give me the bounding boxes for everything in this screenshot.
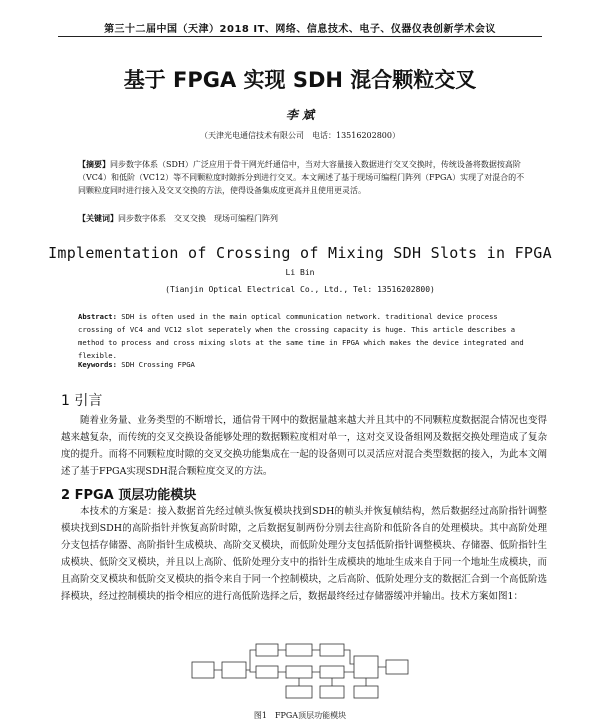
fig-box-frame — [192, 662, 214, 678]
header-divider — [58, 36, 542, 37]
fig-box-lcross — [320, 686, 344, 698]
keywords-cn-label: 【关键词】 — [78, 213, 118, 223]
abstract-cn-label: 【摘要】 — [78, 159, 110, 169]
keywords-en-label: Keywords: — [78, 360, 117, 369]
fig-box-mem-hi — [256, 644, 278, 656]
fig-box-ctrl — [354, 686, 378, 698]
section2-heading: 2 FPGA 顶层功能模块 — [61, 488, 197, 503]
english-author: Li Bin — [285, 268, 315, 277]
author: 李 斌 — [285, 108, 315, 122]
section2-body: 本技术的方案是：接入数据首先经过帧头恢复模块找到SDH的帧头并恢复帧结构，然后数据经过高阶指针调整模块找到SDH的高阶指针并恢复高阶时隙，之后数据复制两份分别去往高阶和低阶各自的处理模块。其中高阶处理分支包括存储器、高阶指针生成模块、高阶交叉模块，而低阶处理分支包括低阶指针调整模块、存储器、低阶指针生成模块、低阶交叉模块，并且以上高阶、低阶处理分支中的指针生成模块的地址生成来自于同一个地址生成模块，而且高阶交叉模块和低阶交叉模块的指令来自于同一个控制模块，之后高阶、低阶处理分支的数据汇合到一个高低阶选择模块，经过控制模块的指令相应的进行高低阶选择之后，数据最终经过存储器缓冲并输出。技术方案如图1： — [61, 506, 547, 602]
keywords-en-text: SDH Crossing FPGA — [121, 360, 195, 369]
fig-box-hgen — [286, 644, 312, 656]
english-title: Implementation of Crossing of Mixing SDH Slots in FPGA — [48, 244, 552, 262]
paper-title: 基于 FPGA 实现 SDH 混合颗粒交叉 — [123, 68, 477, 92]
abstract-en — [78, 310, 534, 362]
abstract-cn — [78, 158, 530, 197]
section1-heading: 1 引言 — [61, 393, 103, 409]
abstract-en-label: Abstract: — [78, 312, 117, 321]
fig-box-select — [354, 656, 378, 678]
section1-body: 随着业务量、业务类型的不断增长，通信骨干网中的数据量越来越大并且其中的不同颗粒度数据混合情况也变得越来越复杂，而传统的交叉交换设备能够处理的数据颗粒度相对单一，这对交叉设备组网及数据交换处理造成了复杂度的提升。而将不同颗粒度时隙的交叉交换功能集成在一起的设备则可以灵活应对混合类型数据的接入，为此本文阐述了基于FPGA实现SDH混合颗粒度交叉的方法。 — [61, 415, 547, 477]
running-header: 第三十二届中国（天津）2018 IT、网络、信息技术、电子、仪器仪表创新学术会议 — [104, 24, 496, 35]
keywords-cn-text: 同步数字体系 交叉交换 现场可编程门阵列 — [118, 214, 278, 223]
english-affiliation: (Tianjin Optical Electrical Co., Ltd., Tel: 13516202800) — [165, 285, 435, 294]
abstract-en-text: SDH is often used in the main optical communication network. traditional device process crossing of VC4 and VC12 slot seperately when the crossing capacity is huge. This article describes a method to process and cross mixing slots at the same time in FPGA which makes the device integrated and flexible. — [78, 312, 524, 360]
abstract-cn-text: 同步数字体系（SDH）广泛应用于骨干网光纤通信中，当对大容量接入数据进行交叉交换时，传统设备将数据按高阶（VC4）和低阶（VC12）等不同颗粒度时隙拆分到进行交叉。本文阐述了基于现场可编程门阵列（FPGA）实现了对混合的不同颗粒度同时进行接入及交叉交换的方法，使得设备集成度更高并且使用更灵活。 — [78, 160, 525, 195]
figure-caption: 图1 FPGA顶层功能模块 — [253, 711, 347, 720]
fig-box-out-mem — [386, 660, 408, 674]
fig-box-lgen — [320, 666, 344, 678]
fig-box-hptr — [222, 662, 246, 678]
keywords-en — [78, 358, 534, 371]
keywords-cn — [78, 212, 530, 225]
affiliation: （天津光电通信技术有限公司 电话：13516202800） — [200, 131, 400, 140]
fig-box-mem-lo — [286, 666, 312, 678]
fig-box-hcross — [320, 644, 344, 656]
fig-box-addr — [286, 686, 312, 698]
fig-box-lptr — [256, 666, 278, 678]
figure-block-diagram — [190, 640, 412, 700]
